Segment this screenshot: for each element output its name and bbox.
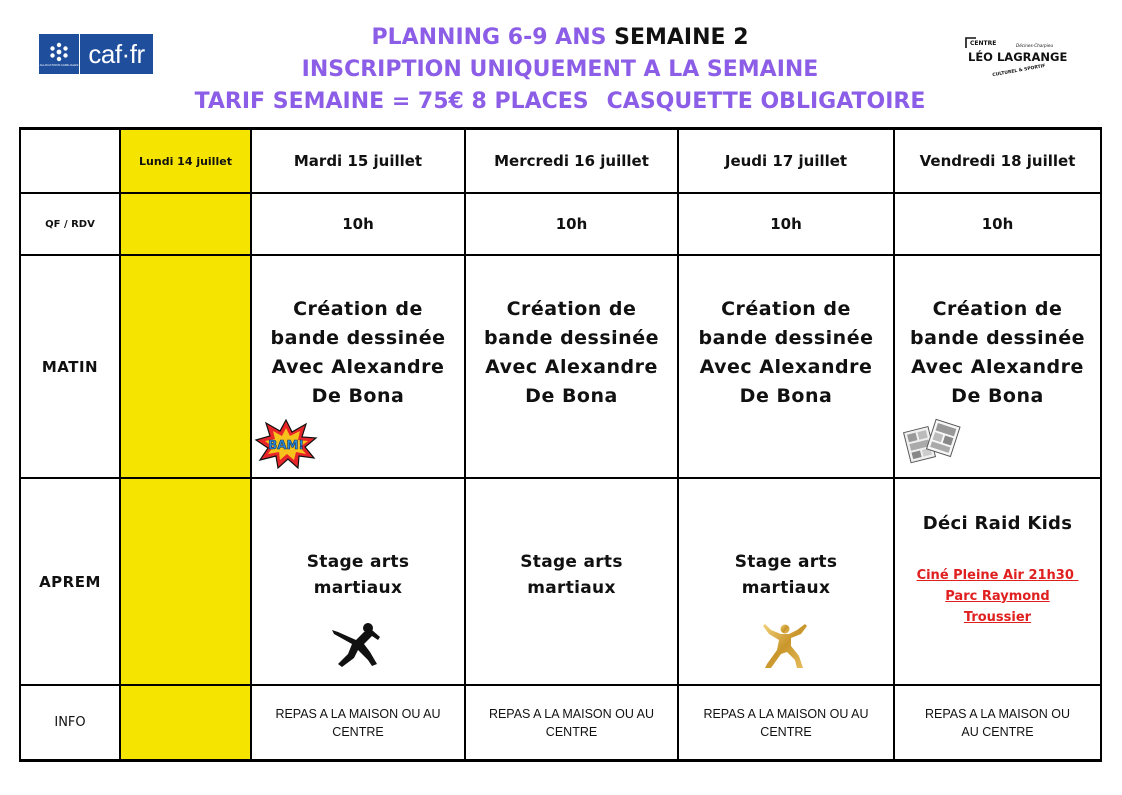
title-casquette: CASQUETTE OBLIGATOIRE	[606, 89, 926, 114]
title-week: SEMAINE 2	[614, 25, 749, 50]
martial-artist-silhouette-icon	[328, 620, 382, 670]
day-header-tuesday: Mardi 15 juillet	[293, 152, 423, 170]
link-line[interactable]: Ciné Pleine Air 21h30	[916, 567, 1079, 583]
title-line-2: INSCRIPTION UNIQUEMENT A LA SEMAINE	[301, 57, 819, 82]
activity-line: De Bona	[311, 385, 405, 407]
row-label-info: INFO	[54, 715, 86, 730]
activity-line: bande dessinée	[698, 327, 874, 349]
activity-line: martiaux	[313, 578, 403, 598]
title-planning: PLANNING 6-9 ANS	[371, 25, 607, 50]
activity-line: Stage arts	[734, 552, 838, 572]
info-line: CENTRE	[545, 724, 598, 739]
activity-line: De Bona	[951, 385, 1044, 407]
caf-emblem-text: ALLOCATIONS FAMILIALES	[39, 62, 79, 67]
activity-line: martiaux	[741, 578, 831, 598]
day-header-thursday: Jeudi 17 juillet	[724, 152, 848, 170]
matin-activity-friday	[895, 268, 1100, 438]
activity-line: Avec Alexandre	[911, 356, 1084, 378]
activity-line: martiaux	[527, 578, 616, 598]
link-line[interactable]: Parc Raymond	[945, 588, 1050, 604]
activity-line: Avec Alexandre	[699, 356, 873, 378]
aprem-activity-wednesday	[466, 540, 677, 610]
matin-activity-tuesday	[252, 268, 464, 438]
activity-line: bande dessinée	[270, 327, 446, 349]
title-tarif: TARIF SEMAINE = 75€ 8 PLACES	[194, 89, 589, 114]
row-label-qf: QF / RDV	[45, 218, 95, 230]
hour-thursday: 10h	[770, 215, 802, 233]
cine-plein-air-link[interactable]	[895, 564, 1100, 628]
activity-line: Création de	[506, 298, 637, 320]
info-line: CENTRE	[760, 724, 812, 739]
activity-line: Création de	[721, 298, 851, 320]
caf-wordmark: caf·fr	[79, 34, 153, 74]
day-header-friday: Vendredi 18 juillet	[919, 152, 1076, 170]
info-line: CENTRE	[332, 724, 384, 739]
martial-artist-gold-icon	[761, 620, 811, 670]
info-line: REPAS A LA MAISON OU AU	[703, 706, 869, 721]
link-line[interactable]: Troussier	[963, 609, 1032, 625]
aprem-activity-friday-title: Déci Raid Kids	[922, 512, 1073, 534]
activity-line: Création de	[932, 298, 1063, 320]
info-friday	[895, 686, 1100, 759]
activity-line: Stage arts	[306, 552, 410, 572]
info-tuesday	[252, 686, 464, 759]
bam-comic-burst-icon	[254, 418, 318, 470]
info-line: REPAS A LA MAISON OU	[925, 706, 1070, 721]
info-line: REPAS A LA MAISON OU AU	[275, 706, 441, 721]
hour-wednesday: 10h	[555, 215, 588, 233]
comic-pages-icon	[903, 418, 961, 466]
activity-line: bande dessinée	[910, 327, 1085, 349]
info-line: AU CENTRE	[961, 724, 1034, 739]
info-wednesday	[466, 686, 677, 759]
leo-logo-name: LÉO LAGRANGE	[968, 50, 1068, 64]
aprem-activity-tuesday	[252, 540, 464, 610]
leo-logo-sub: Décines-Charpieu	[1016, 43, 1054, 48]
bam-text: BAM!	[268, 438, 304, 452]
leo-logo-top: CENTRE	[970, 40, 997, 47]
activity-line: Avec Alexandre	[271, 356, 445, 378]
activity-line: bande dessinée	[484, 327, 659, 349]
aprem-activity-thursday	[679, 540, 893, 610]
row-label-aprem: APREM	[39, 572, 101, 591]
leo-logo-bottom: CULTUREL & SPORTIF	[992, 63, 1046, 79]
matin-activity-wednesday	[466, 268, 677, 438]
activity-line: De Bona	[739, 385, 833, 407]
activity-line: Avec Alexandre	[485, 356, 658, 378]
activity-line: Création de	[293, 298, 423, 320]
info-line: REPAS A LA MAISON OU AU	[488, 706, 655, 721]
hour-tuesday: 10h	[342, 215, 374, 233]
hour-friday: 10h	[981, 215, 1014, 233]
activity-line: Stage arts	[520, 552, 623, 572]
info-thursday	[679, 686, 893, 759]
row-label-matin: MATIN	[41, 357, 99, 376]
day-header-wednesday: Mercredi 16 juillet	[494, 152, 649, 170]
day-header-monday: Lundi 14 juillet	[139, 154, 232, 168]
activity-line: De Bona	[525, 385, 618, 407]
matin-activity-thursday	[679, 268, 893, 438]
